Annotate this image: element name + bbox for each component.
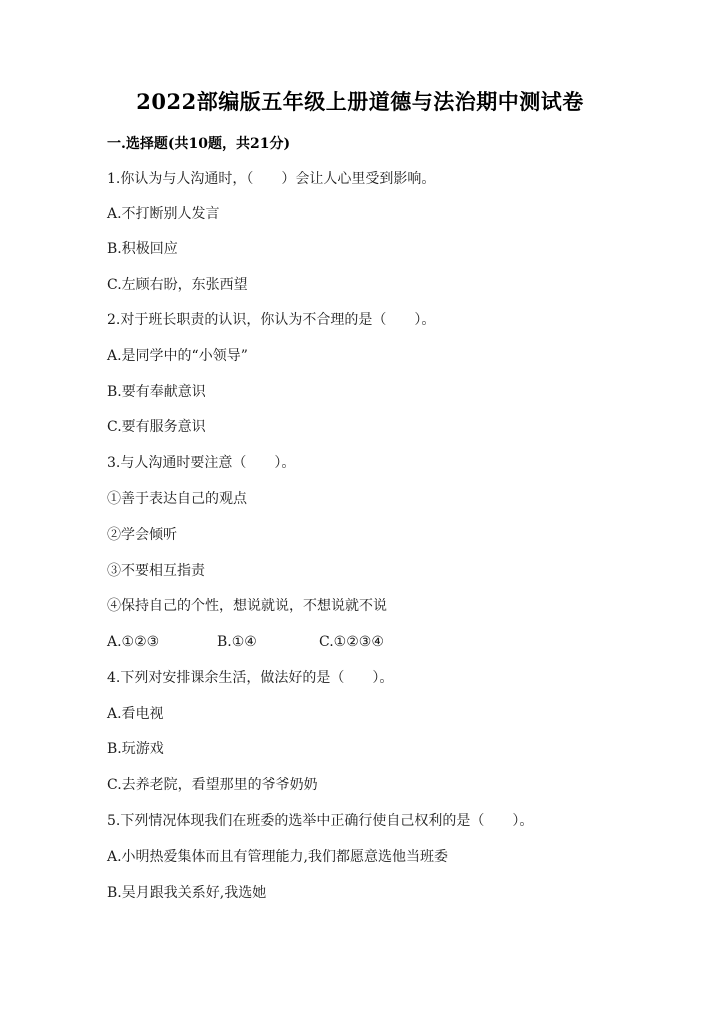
question-3-options-row <box>107 633 507 651</box>
section-heading: 一.选择题(共10题，共21分) <box>107 136 291 152</box>
question-1-option-c: C.左顾右盼，东张西望 <box>107 277 248 293</box>
question-1-stem: 1.你认为与人沟通时，（ ）会让人心里受到影响。 <box>107 171 436 187</box>
question-5-stem: 5.下列情况体现我们在班委的选举中正确行使自己权利的是（ ）。 <box>107 813 534 829</box>
question-4-option-b: B.玩游戏 <box>107 741 164 757</box>
question-3-statement-1: ①善于表达自己的观点 <box>107 491 247 507</box>
question-2-option-b: B.要有奉献意识 <box>107 384 206 400</box>
question-1-option-a: A.不打断别人发言 <box>107 206 220 222</box>
page-title: 2022部编版五年级上册道德与法治期中测试卷 <box>136 89 584 114</box>
question-3-option-b: B.①④ <box>217 634 257 650</box>
question-4-option-a: A.看电视 <box>107 706 164 722</box>
question-3-option-c: C.①②③④ <box>319 634 384 650</box>
question-5-option-b: B.吴月跟我关系好,我选她 <box>107 885 267 901</box>
question-3-stem: 3.与人沟通时要注意（ ）。 <box>107 455 296 471</box>
question-2-stem: 2.对于班长职责的认识，你认为不合理的是（ ）。 <box>107 312 436 328</box>
question-1-option-b: B.积极回应 <box>107 241 178 257</box>
question-2-option-a: A.是同学中的“小领导” <box>107 348 248 364</box>
question-2-option-c: C.要有服务意识 <box>107 419 206 435</box>
question-3-statement-3: ③不要相互指责 <box>107 563 205 579</box>
question-5-option-a: A.小明热爱集体而且有管理能力,我们都愿意选他当班委 <box>107 849 449 865</box>
question-3-option-a: A.①②③ <box>107 634 160 650</box>
question-4-stem: 4.下列对安排课余生活，做法好的是（ ）。 <box>107 670 394 686</box>
question-3-statement-2: ②学会倾听 <box>107 527 177 543</box>
question-3-statement-4: ④保持自己的个性，想说就说，不想说就不说 <box>107 598 387 614</box>
question-4-option-c: C.去养老院，看望那里的爷爷奶奶 <box>107 777 318 793</box>
